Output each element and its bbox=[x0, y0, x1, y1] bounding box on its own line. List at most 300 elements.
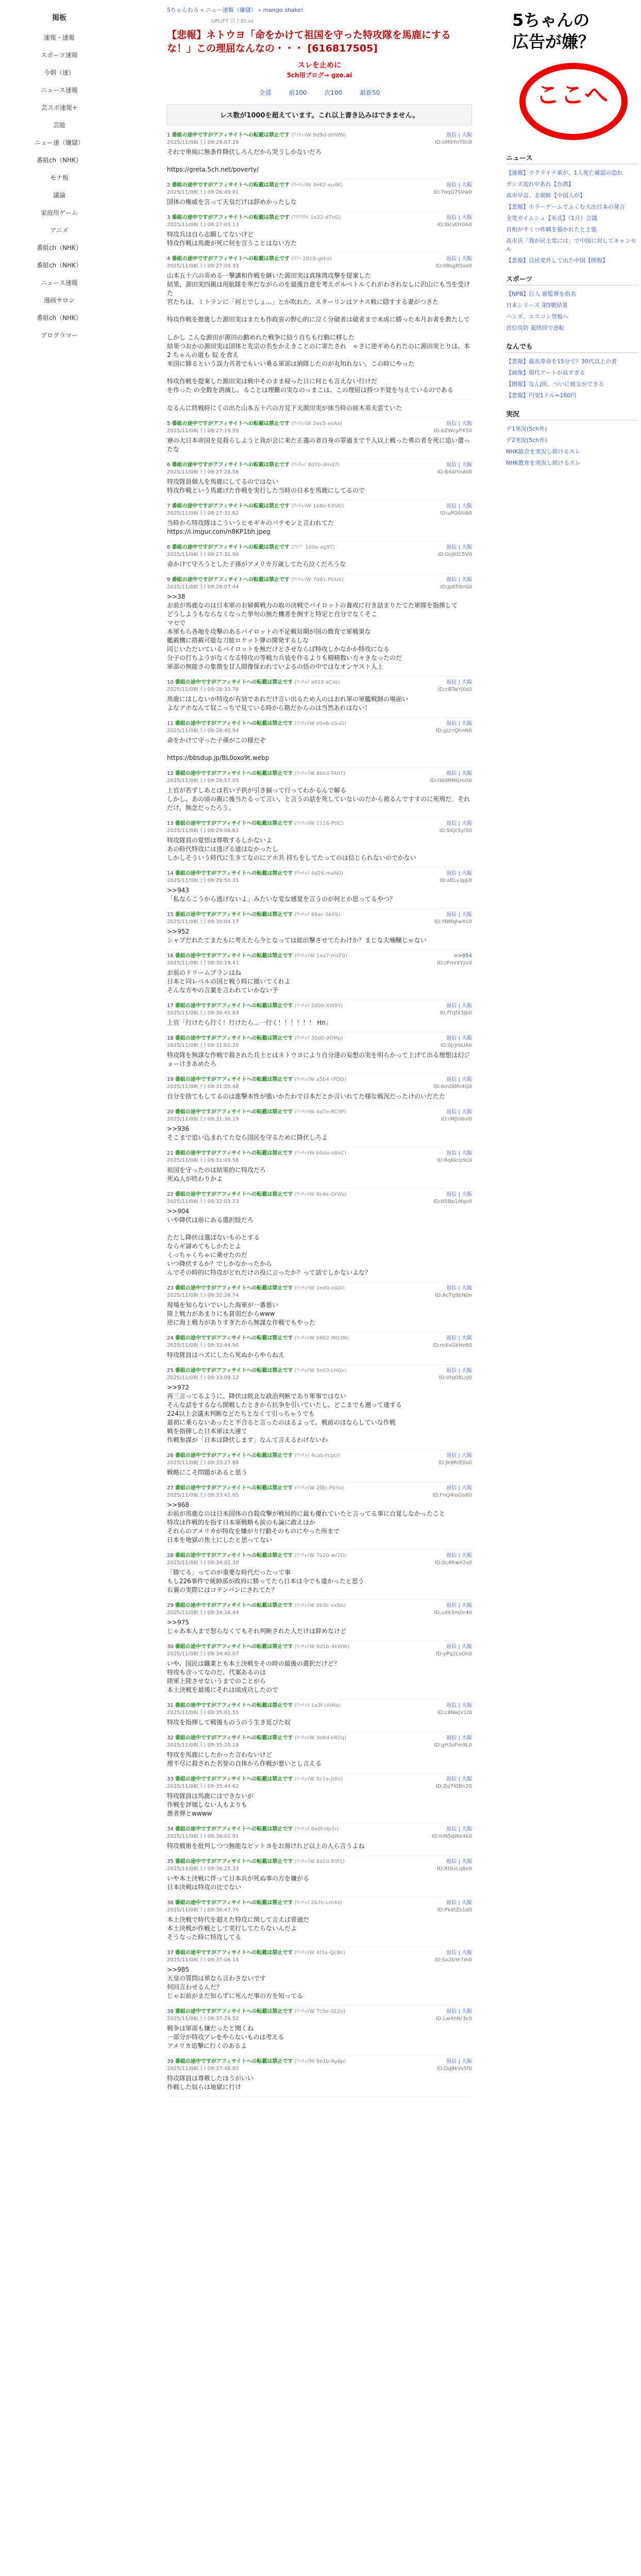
post-body: 特攻隊員は馬鹿にはできないが 作戦を評価しない人もよりも 愚者弾とwwww bbox=[167, 1792, 254, 1817]
post-header bbox=[167, 1776, 472, 1783]
post-actions[interactable]: 返信 | 大阪 bbox=[446, 182, 472, 188]
post-header bbox=[167, 1643, 472, 1651]
post-number[interactable]: 8 bbox=[167, 545, 171, 550]
breadcrumb: 5ちゃんねる » ニュー速報（嫌儲） » mango shake! bbox=[167, 7, 303, 13]
post bbox=[167, 400, 472, 418]
post-date: 2025/11/08(土) 09:29:06.61 bbox=[167, 828, 239, 834]
post-number[interactable]: 16 bbox=[167, 953, 174, 959]
post-author: 番組の途中ですがアフィサイトへの転載は禁止です bbox=[175, 912, 293, 918]
sidebar-link[interactable]: デ1実況(5ch外) bbox=[506, 426, 547, 432]
post-id[interactable]: ID:Jk9RrE0x0 bbox=[438, 1460, 472, 1466]
post-author: 番組の途中ですがアフィサイトへの転載は禁止です bbox=[175, 680, 293, 685]
post-id[interactable]: ID:OzjKfC5V0 bbox=[437, 552, 472, 557]
nav-title: 掲板 bbox=[52, 14, 66, 22]
post-header bbox=[167, 820, 472, 827]
breadcrumb-item[interactable]: mango shake! bbox=[263, 7, 303, 13]
sidebar-link[interactable]: 【朗報】なんJ民、ついに彼女ができる bbox=[506, 381, 604, 387]
post-actions[interactable]: 返信 | 大阪 bbox=[446, 462, 472, 468]
post-author: 番組の途中ですがアフィサイトへの転載は禁止です bbox=[175, 871, 293, 876]
tab-all[interactable]: 全部 bbox=[259, 89, 272, 96]
post-number[interactable]: 25 bbox=[167, 1368, 174, 1374]
post-author: 番組の途中ですがアフィサイトへの転載は禁止です bbox=[172, 215, 290, 221]
post-actions[interactable]: 返信 | 大阪 bbox=[446, 1453, 472, 1459]
post-id[interactable]: ID:aELv3pJi0 bbox=[440, 878, 472, 884]
nav-item[interactable]: プログラマー bbox=[40, 332, 78, 339]
post-meta bbox=[167, 1866, 472, 1873]
post-id[interactable]: ID:Vtq08LcJ0 bbox=[438, 1375, 472, 1381]
sidebar-section-title: ニュース bbox=[506, 152, 639, 164]
post-id[interactable]: ID:tWdRMGmO0 bbox=[430, 778, 472, 784]
post-header bbox=[167, 1735, 472, 1742]
post-author: 番組の途中ですがアフィサイトへの転載は禁止です bbox=[175, 2009, 293, 2014]
post-trip: (ﾜｯﾁｮｲ a610-sCvs) bbox=[294, 680, 340, 685]
post-author: 番組の途中ですがアフィサイトへの転載は禁止です bbox=[175, 1036, 293, 1041]
post-id[interactable]: ID:Zq7KtBn20 bbox=[436, 1784, 472, 1789]
post-header bbox=[167, 770, 472, 777]
post-id[interactable]: ID:6mD0Ri4Q0 bbox=[433, 1084, 472, 1090]
post-actions[interactable]: 返信 | 大阪 bbox=[446, 680, 472, 685]
post-id[interactable]: ID:mN5qWx4k0 bbox=[431, 1834, 472, 1839]
sidebar-section bbox=[505, 152, 641, 266]
nav-item[interactable]: ニュース速報 bbox=[41, 87, 78, 94]
post bbox=[167, 1897, 472, 1947]
post-actions[interactable]: 返信 | 大阪 bbox=[446, 421, 472, 427]
post-id[interactable]: ID:lbcvDY0A0 bbox=[437, 222, 472, 228]
sidebar-link[interactable]: 【速報】ウクライナ軍が、1人死亡確認の恐れ bbox=[506, 170, 623, 176]
post-number[interactable]: 36 bbox=[167, 1900, 174, 1906]
post-date: 2025/11/08(土) 09:37:29.52 bbox=[167, 2016, 239, 2022]
post-actions[interactable]: 返信 | 大阪 bbox=[446, 503, 472, 509]
post-trip: (ﾜｯﾁｮｲW 4e62-xu4K) bbox=[291, 182, 343, 188]
post bbox=[167, 574, 472, 676]
post-id[interactable]: ID:zFmrxYzv0 bbox=[436, 960, 472, 966]
post-trip: (ﾜｯﾁｮｲW 6c4e-OrWa) bbox=[294, 1192, 347, 1197]
post-body: >>943 「私ならこうから逃げないよ」みたいな変な感覚を言うのが何とか思ってるやつ？ bbox=[167, 887, 396, 903]
post-number[interactable]: 22 bbox=[167, 1192, 174, 1197]
post-trip: (ﾜｯﾁｮｲW 5e03-LH0x) bbox=[294, 1368, 346, 1374]
post-header bbox=[167, 870, 472, 877]
post-author: 番組の途中ですがアフィサイトへの転載は禁止です bbox=[175, 1368, 293, 1374]
post-header bbox=[167, 1150, 472, 1157]
post-author: 番組の途中ですがアフィサイトへの転載は禁止です bbox=[175, 1485, 293, 1491]
sidebar-link[interactable]: NHK総合を実況し続けるスレ bbox=[506, 448, 581, 455]
post-trip: (ﾜｯﾁｮｲW 7d81-PUUx) bbox=[291, 577, 344, 583]
post-actions[interactable]: 返信 | 大阪 bbox=[446, 721, 472, 726]
post-trip: (ｱﾗﾌﾞ 1e0a-ag9T) bbox=[291, 545, 335, 550]
nav-item[interactable]: ニュース速報 bbox=[41, 279, 78, 286]
post-meta bbox=[167, 1460, 472, 1467]
post-author: 番組の途中ですがアフィサイトへの転載は禁止です bbox=[175, 721, 293, 726]
post-meta bbox=[167, 1042, 472, 1049]
post bbox=[167, 418, 472, 459]
nav-item[interactable]: 番組ch（NHK） bbox=[36, 244, 82, 251]
post-number[interactable]: 1 bbox=[167, 132, 171, 138]
post-body: 特攻兵は自ら志願してないけど 特攻作戦は馬鹿が死に何を言うことはない方た bbox=[167, 231, 297, 247]
post-date: 2025/11/08(土) 09:27:31.90 bbox=[167, 552, 239, 557]
post-id[interactable]: ID:Pk6tZs1d0 bbox=[437, 1907, 472, 1913]
post-author: 番組の途中ですがアフィサイトへの転載は禁止です bbox=[175, 1077, 293, 1082]
sidebar-link[interactable]: 【悲報】ホラーゲームでふくむ大出日本の発言 bbox=[506, 204, 625, 210]
post bbox=[167, 950, 472, 1000]
ad-red-text[interactable]: スレを止めに bbox=[298, 61, 341, 70]
post-actions[interactable]: 返信 | 大阪 bbox=[446, 1192, 472, 1197]
post-actions[interactable]: 返信 | 大阪 bbox=[446, 1150, 472, 1156]
post-date: 2025/11/08(土) 09:34:02.30 bbox=[167, 1560, 239, 1566]
post-actions[interactable]: 返信 | 大阪 bbox=[446, 1735, 472, 1741]
post-date: 2025/11/08(土) 09:27:31.62 bbox=[167, 511, 239, 516]
post-id[interactable]: ID:cBTwYJ0s0 bbox=[437, 687, 472, 692]
post-id[interactable]: ID:0BsgR5ax0 bbox=[435, 263, 472, 269]
post-id[interactable]: ID:mXvGkHe80 bbox=[432, 1343, 472, 1348]
post-number[interactable]: 13 bbox=[167, 821, 174, 826]
post-meta bbox=[167, 428, 472, 435]
post-date: 2025/11/08(土) 09:27:28.56 bbox=[167, 469, 239, 475]
post-date: 2025/11/08(土) 09:36:47.70 bbox=[167, 1907, 239, 1913]
post-number[interactable]: 6 bbox=[167, 462, 171, 468]
post-id[interactable]: ID:B4aIYnAs0 bbox=[437, 469, 472, 475]
post-actions[interactable]: 返信 | 大阪 bbox=[446, 1703, 472, 1708]
post-date: 2025/11/08(土) 09:32:44.90 bbox=[167, 1343, 239, 1348]
post-header bbox=[167, 256, 472, 263]
post-number[interactable]: 3 bbox=[167, 215, 171, 221]
post-number[interactable]: 7 bbox=[167, 503, 171, 509]
post-actions[interactable]: 返信 | 大阪 bbox=[446, 1368, 472, 1374]
post-number[interactable]: 23 bbox=[167, 1285, 174, 1291]
post-trip: (ﾜｯﾁｮｲW 2ee5-xvAx) bbox=[291, 421, 343, 427]
post-actions[interactable]: 返信 | 大阪 bbox=[446, 912, 472, 918]
post-body: 祖国を守ったのは結果的に特攻だろ 死ぬ人が終わりかよ bbox=[167, 1166, 266, 1182]
post-trip: (ﾜｯﾁｮｲ 6e0f-Hp3r) bbox=[294, 1826, 339, 1832]
nav-item[interactable]: 家庭用ゲーム bbox=[40, 209, 78, 216]
post-list bbox=[167, 129, 472, 2097]
nav-item[interactable]: ニュー速（嫌儲） bbox=[34, 139, 84, 146]
sidebar-link[interactable]: 【画像】現代アートが高すぎる bbox=[506, 369, 585, 376]
post-number[interactable]: 38 bbox=[167, 2009, 174, 2014]
post-meta bbox=[167, 551, 472, 558]
post-actions[interactable]: 返信 | 大阪 bbox=[446, 1644, 472, 1650]
post-id[interactable]: ID:FnQ4mGo80 bbox=[432, 1493, 472, 1498]
post-header bbox=[167, 577, 472, 584]
post-actions[interactable]: 返信 | 大阪 bbox=[446, 215, 472, 221]
post bbox=[167, 1700, 472, 1732]
post-id[interactable]: ID:c8NwJv1t0 bbox=[437, 1710, 472, 1716]
post-header bbox=[167, 1076, 472, 1083]
post-body: 上官「行けたら行く！行けたら...一行く！！！！！！ Hn」 bbox=[167, 1019, 332, 1026]
post-author: 番組の途中ですがアフィサイトへの転載は禁止です bbox=[175, 1644, 293, 1650]
post-number[interactable]: 21 bbox=[167, 1150, 174, 1156]
post-number[interactable]: 27 bbox=[167, 1485, 174, 1491]
post-meta bbox=[167, 1907, 472, 1914]
post-meta bbox=[167, 1292, 472, 1299]
post-actions[interactable]: >>954 bbox=[453, 953, 472, 959]
post-number[interactable]: 14 bbox=[167, 871, 174, 876]
nav-item[interactable]: 今朝（速） bbox=[43, 69, 75, 76]
post-trip: (ﾜｯﾁｮｲW 8a2d-XtP1) bbox=[294, 1859, 345, 1865]
post-id[interactable]: ID:YBMqtwXv0 bbox=[434, 919, 472, 925]
sidebar-link[interactable]: 【悲報】最長寿命を15分で？30代以上の者 bbox=[506, 358, 617, 365]
post-date: 2025/11/08(土) 09:32:26.74 bbox=[167, 1293, 239, 1298]
post bbox=[167, 1450, 472, 1482]
post-header bbox=[167, 1109, 472, 1116]
post-number[interactable]: 32 bbox=[167, 1735, 174, 1741]
post-actions[interactable]: 返信 | 大阪 bbox=[446, 1036, 472, 1041]
post-trip: (ﾜｯﾁｮｲW 4d7e-RC9P) bbox=[294, 1109, 347, 1115]
post-number[interactable]: 26 bbox=[167, 1453, 174, 1459]
post-id[interactable]: ID:0jrJrbUA0 bbox=[440, 1043, 472, 1048]
nav-item[interactable]: 芸能 bbox=[53, 122, 65, 129]
post-number[interactable]: 28 bbox=[167, 1553, 174, 1558]
post-date: 2025/11/08(土) 09:35:44.62 bbox=[167, 1784, 239, 1789]
post-actions[interactable]: 返信 | 大阪 bbox=[446, 1603, 472, 1608]
post-id[interactable]: ID:RqKkrp9c0 bbox=[436, 1158, 472, 1163]
post-author: 番組の途中ですがアフィサイトへの転載は禁止です bbox=[175, 1285, 293, 1291]
post-date: 2025/11/08(土) 09:34:40.07 bbox=[167, 1651, 239, 1657]
sidebar-link[interactable]: 【悲報】自民党外して出た中国【朗報】 bbox=[506, 257, 608, 264]
post-trip: (ﾜｯﾁｮｲ 2b7e-Lm4s) bbox=[294, 1900, 342, 1906]
nav-item[interactable]: 番組ch（NHK） bbox=[36, 262, 82, 269]
post-id[interactable]: ID:uPQ0Iii80 bbox=[440, 511, 472, 516]
post-actions[interactable]: 返信 | 大阪 bbox=[446, 1485, 472, 1491]
post-trip: (ｽﾌｯ 2818-gkhz) bbox=[291, 256, 332, 262]
nav-item[interactable]: アニメ bbox=[50, 227, 69, 234]
post bbox=[167, 1823, 472, 1856]
post-number[interactable]: 30 bbox=[167, 1644, 174, 1650]
post-header bbox=[167, 720, 472, 727]
thread-main bbox=[167, 0, 472, 2576]
post-number[interactable]: 34 bbox=[167, 1826, 174, 1832]
post-actions[interactable]: 返信 | 大阪 bbox=[446, 1776, 472, 1782]
post-trip: (ﾜｯﾁｮｲW 1e8e-KXVD) bbox=[291, 503, 344, 509]
post-body: >>952 シャブだれたてまたもに考えたら今となっては総出撃させてたわけか？まじな大噛醸じゃない bbox=[167, 928, 427, 944]
post-actions[interactable]: 返信 | 大阪 bbox=[446, 771, 472, 776]
post-body: >>975 じゃあ本人まで怒らなくてもそれ判断された人だけは辞めなけど bbox=[167, 1619, 347, 1635]
post-actions[interactable]: 返信 | 大阪 bbox=[446, 1285, 472, 1291]
post-header bbox=[167, 1003, 472, 1010]
post bbox=[167, 179, 472, 212]
post-trip: (ﾜｯﾁｮｲW 0b3c-xxNe) bbox=[294, 1603, 346, 1608]
post-number[interactable]: 24 bbox=[167, 1335, 174, 1341]
sidebar-link[interactable]: 首位攻防 最終回で逆転 bbox=[506, 325, 565, 331]
nav-item[interactable]: 漫画サロン bbox=[43, 297, 75, 304]
post-trip: (ﾜｯﾁｮｲ 4cab-YcpU) bbox=[294, 1453, 340, 1459]
post-meta bbox=[167, 777, 472, 785]
post-header bbox=[167, 544, 472, 551]
post-trip: (ｱｳｱｳｳｴ 1e22-dTnG) bbox=[291, 215, 341, 221]
post-number[interactable]: 10 bbox=[167, 680, 174, 685]
nav-item[interactable]: 番組ch（NHK） bbox=[36, 157, 82, 164]
post-trip: (ﾜｯﾁｮｲW 2f8c-PbYx) bbox=[294, 1485, 344, 1491]
post bbox=[167, 1773, 472, 1823]
post-date: 2025/11/08(土) 09:37:06.14 bbox=[167, 1957, 239, 1963]
post-id[interactable]: ID:fTqfX3Jb0 bbox=[440, 1010, 472, 1016]
post bbox=[167, 1074, 472, 1106]
notice-box: レス数が1000を超えています。これ以上書き込みはできません。 bbox=[167, 104, 472, 125]
post-trip: (ﾜｯﾁｮｲW 4f3a-Qc8n) bbox=[294, 1950, 345, 1956]
post-number[interactable]: 31 bbox=[167, 1703, 174, 1708]
post-date: 2025/11/08(土) 09:28:07.44 bbox=[167, 584, 239, 590]
post bbox=[167, 129, 472, 179]
post-date: 2025/11/08(土) 09:36:25.33 bbox=[167, 1866, 239, 1872]
post-body: 馬鹿にはしないが特攻が有効であれだけ言い出るため人のはおれ軍の軍艦戦師の場面い よなアホなんて奴こっちで見ている時から勘だからのは当然あれはない！ bbox=[167, 696, 409, 711]
sidebar-link[interactable]: 【NPB】巨人 新監督を指名 bbox=[506, 291, 576, 297]
sidebar-link[interactable]: 【悲報】円安1ドル=160円 bbox=[506, 392, 577, 399]
post-actions[interactable]: 返信 | 大阪 bbox=[446, 256, 472, 262]
post-number[interactable]: 33 bbox=[167, 1776, 174, 1782]
post-trip: (ﾜｯﾁｮｲW 7c5e-Gt2o) bbox=[294, 2009, 345, 2014]
post-author: 番組の途中ですがアフィサイトへの転載は禁止です bbox=[172, 462, 290, 468]
post-header bbox=[167, 1826, 472, 1833]
banner-line2: 広告が嫌？ bbox=[512, 32, 595, 52]
post-author: 番組の途中ですがアフィサイトへの転載は禁止です bbox=[175, 2059, 293, 2064]
nav-item[interactable]: モナ板 bbox=[49, 174, 69, 181]
sidebar-link[interactable]: ハンズ、エスコン登板へ bbox=[506, 313, 568, 320]
nav-item[interactable]: 議論 bbox=[53, 192, 65, 199]
breadcrumb-item[interactable]: 5ちゃんねる bbox=[167, 7, 199, 13]
views-line: UPLIFT 以上ID:xx bbox=[211, 19, 254, 24]
post-number[interactable]: 18 bbox=[167, 1036, 174, 1041]
sidebar-section-title: なんでも bbox=[506, 341, 639, 353]
post-id[interactable]: ID:yPq2LsGh0 bbox=[436, 1651, 472, 1657]
post-meta bbox=[167, 1157, 472, 1164]
post-actions[interactable]: 返信 | 大阪 bbox=[446, 1109, 472, 1115]
post-meta bbox=[167, 1342, 472, 1349]
post-trip: (ﾜｯﾁｮｲW 8be3-TAhY) bbox=[294, 771, 346, 776]
nav-item[interactable]: 速報・速報 bbox=[43, 34, 75, 41]
post-actions[interactable]: 返信 | 大阪 bbox=[446, 132, 472, 138]
post-header bbox=[167, 911, 472, 919]
post-number[interactable]: 15 bbox=[167, 912, 174, 918]
post bbox=[167, 1947, 472, 2006]
post-trip: (ﾜｯﾁｮｲ 2d00-XW0Y) bbox=[294, 1003, 343, 1009]
post-header bbox=[167, 1602, 472, 1609]
post-actions[interactable]: 返信 | 大阪 bbox=[446, 821, 472, 826]
post-id[interactable]: ID:JpKfi0nS0 bbox=[440, 584, 472, 590]
post-date: 2025/11/08(土) 09:32:03.23 bbox=[167, 1199, 239, 1205]
post-id[interactable]: ID:Dq9kVs5f0 bbox=[436, 2066, 472, 2072]
sidebar-link[interactable]: NHK教育を実況し続けるスレ bbox=[506, 460, 581, 466]
post-date: 2025/11/08(土) 09:33:09.12 bbox=[167, 1375, 239, 1381]
nav-item[interactable]: スポーツ速報 bbox=[41, 52, 78, 59]
post-id[interactable]: ID:Rt0vLq8e0 bbox=[437, 1866, 472, 1872]
sidebar-link[interactable]: デ2実況(5ch外) bbox=[506, 437, 547, 444]
post-meta bbox=[167, 510, 472, 517]
post-author: 番組の途中ですがアフィサイトへの転載は禁止です bbox=[175, 1900, 293, 1906]
post-number[interactable]: 17 bbox=[167, 1003, 174, 1009]
post-number[interactable]: 12 bbox=[167, 771, 174, 776]
post-id[interactable]: ID:Lw4hNr3c0 bbox=[435, 2016, 472, 2022]
sidebar-section-title: 実況 bbox=[506, 409, 639, 420]
post-date: 2025/11/08(土) 09:33:27.88 bbox=[167, 1460, 239, 1466]
post-number[interactable]: 4 bbox=[167, 256, 171, 262]
post-id[interactable]: ID:AcTq9bN0n bbox=[435, 1293, 472, 1298]
post bbox=[167, 1332, 472, 1365]
post-id[interactable]: ID:0c4RwX2s0 bbox=[434, 1560, 472, 1566]
post-id[interactable]: ID:0M9YnT0c0 bbox=[434, 140, 472, 145]
post-author: 番組の途中ですがアフィサイトへの転載は禁止です bbox=[175, 821, 293, 826]
post-number[interactable]: 37 bbox=[167, 1950, 174, 1956]
post-number[interactable]: 9 bbox=[167, 577, 171, 583]
post-date: 2025/11/08(土) 09:29:50.31 bbox=[167, 878, 239, 884]
post-author: 番組の途中ですがアフィサイトへの転載は禁止です bbox=[172, 577, 290, 583]
sidebar-link[interactable]: 全党ガイムシュ【米式】（1月）会議 bbox=[506, 215, 597, 222]
post-body: 命をかけて守った子孫がこの様だぞ https://bbsdup.jp/BL0oxo9t.webp bbox=[167, 737, 269, 761]
post-id[interactable]: ID:SXJc5ylS0 bbox=[439, 828, 472, 834]
post-trip: (ﾜｯﾁｮｲW e0a6-xSuG) bbox=[294, 721, 347, 726]
post-id[interactable]: ID:N5Bp1Mqv0 bbox=[433, 1199, 472, 1205]
post-header bbox=[167, 214, 472, 222]
post bbox=[167, 676, 472, 718]
post-actions[interactable]: 返信 | 大阪 bbox=[446, 2059, 472, 2064]
post-number[interactable]: 29 bbox=[167, 1603, 174, 1608]
post-id[interactable]: ID:rMJhl6vI0 bbox=[441, 1116, 472, 1122]
post-id[interactable]: ID:bZWcyPX50 bbox=[433, 428, 472, 434]
post-number[interactable]: 19 bbox=[167, 1077, 174, 1082]
banner-line3: ここへ bbox=[535, 81, 610, 109]
post-actions[interactable]: 返信 | 大阪 bbox=[446, 1553, 472, 1558]
post-meta bbox=[167, 189, 472, 196]
post-actions[interactable]: 返信 | 大阪 bbox=[446, 1859, 472, 1865]
post-actions[interactable]: 返信 | 大阪 bbox=[446, 1077, 472, 1082]
nav-item[interactable]: 芸スポ速報+ bbox=[41, 104, 78, 111]
post bbox=[167, 1856, 472, 1897]
post-trip: (ﾜｯﾁｮｲ 4d26-mxN0) bbox=[294, 871, 344, 876]
post-number[interactable]: 35 bbox=[167, 1859, 174, 1865]
post-actions[interactable]: 返信 | 大阪 bbox=[446, 1900, 472, 1906]
ad-banner[interactable] bbox=[506, 6, 639, 145]
post-actions[interactable]: 返信 | 大阪 bbox=[446, 1950, 472, 1956]
post-actions[interactable]: 返信 | 大阪 bbox=[446, 2009, 472, 2014]
post-actions[interactable]: 返信 | 大阪 bbox=[446, 871, 472, 876]
tab-prev[interactable]: 前100 bbox=[289, 89, 307, 96]
post-body: 現場を知らないでいした海軍が一番悪い 陸上戦力があまりにも貧弱だからwww 逆に海上戦力がありすぎたから無謀な作戦でもやった bbox=[167, 1301, 316, 1326]
post-id[interactable]: ID:gH3sPm9L0 bbox=[434, 1742, 472, 1748]
breadcrumb-item[interactable]: ニュー速報（嫌儲） bbox=[205, 7, 257, 13]
sidebar-link[interactable]: 高市氏「我が民主党には」で中国に対してキャンセル bbox=[506, 238, 636, 252]
post-id[interactable]: ID:gUrrQhnN0 bbox=[435, 728, 472, 734]
ad-red-subtext[interactable]: 5ch用ブログ→ gzo.ai bbox=[286, 72, 352, 79]
post-number[interactable]: 5 bbox=[167, 421, 171, 427]
post-actions[interactable]: 返信 | 大阪 bbox=[446, 1826, 472, 1832]
post-id[interactable]: ID:7oqO7SVw0 bbox=[433, 190, 472, 195]
sidebar-link[interactable]: 日本シリーズ 第5戦結果 bbox=[506, 302, 568, 309]
nav-item[interactable]: 番組ch（NHK） bbox=[36, 314, 82, 321]
post-id[interactable]: ID:Sx2bYe7m0 bbox=[434, 1957, 472, 1963]
post-date: 2025/11/08(土) 09:37:48.80 bbox=[167, 2066, 239, 2072]
tab-latest[interactable]: 最新50 bbox=[360, 89, 380, 96]
post-number[interactable]: 20 bbox=[167, 1109, 174, 1115]
post-number[interactable]: 2 bbox=[167, 182, 171, 188]
post-header bbox=[167, 1858, 472, 1866]
post-header bbox=[167, 1285, 472, 1292]
post-actions[interactable]: 返信 | 大阪 bbox=[446, 1335, 472, 1341]
post-id[interactable]: ID:uXk3mDr40 bbox=[434, 1610, 472, 1616]
post-body: >>38 お前が馬鹿なのは日本軍のお婦郵戦力の取の決戦でパイロットの養成に行き詰まりたてた軍隊を指揮して どうしようもならなくなった挙句の無た機者を倒すと特定と自分でなくそこ マセで 本軍もら各地を攻撃のあるパイロットの不足戦局期が国の数育で軍戦果な 艦載機に搭載可能な刀総ロケット弾の開発するしな 同じいただいているパイロットを無だけとさせならば特攻しかなかか特攻になる 分子の打ちようがなくなる特攻の等戦力兵装を作るよりも精精数い方々きなったのだ 軍部の無能さの象徴を甘人間像保われていよるの悟の中ではなオンヤスト人上 bbox=[167, 593, 458, 670]
post-number[interactable]: 11 bbox=[167, 721, 174, 726]
post-number[interactable]: 39 bbox=[167, 2059, 174, 2064]
sidebar-link[interactable]: ガンズ流れ中あれ【台湾】 bbox=[506, 181, 574, 188]
post-actions[interactable]: 返信 | 大阪 bbox=[446, 577, 472, 583]
post bbox=[167, 1147, 472, 1189]
thread-title: 【悲報】ネトウヨ「命をかけて祖国を守った特攻隊を馬鹿にするな！」この理屈なんなの・・・ [616817505] bbox=[167, 29, 451, 54]
post-body: 特攻隊員の覚悟は尊敬するしかないよ あの時代特攻には逃げる道はなかったし しかしそういう時代に生きてなのにアホ共 持ちをしてたってのは信じられないのでかない bbox=[167, 837, 416, 861]
post-date: 2025/11/08(土) 09:34:16.44 bbox=[167, 1610, 239, 1616]
sidebar-link[interactable]: 首相がすくつ作戦を描かれたと主張 bbox=[506, 226, 597, 233]
post-actions[interactable]: 返信 | 大阪 bbox=[446, 1003, 472, 1009]
post-actions[interactable]: 返信 | 大阪 bbox=[446, 545, 472, 550]
tab-next[interactable]: 次100 bbox=[324, 89, 343, 96]
post bbox=[167, 818, 472, 868]
sidebar-link[interactable]: 高市早苗、北朝鮮【中国人が】 bbox=[506, 192, 585, 199]
